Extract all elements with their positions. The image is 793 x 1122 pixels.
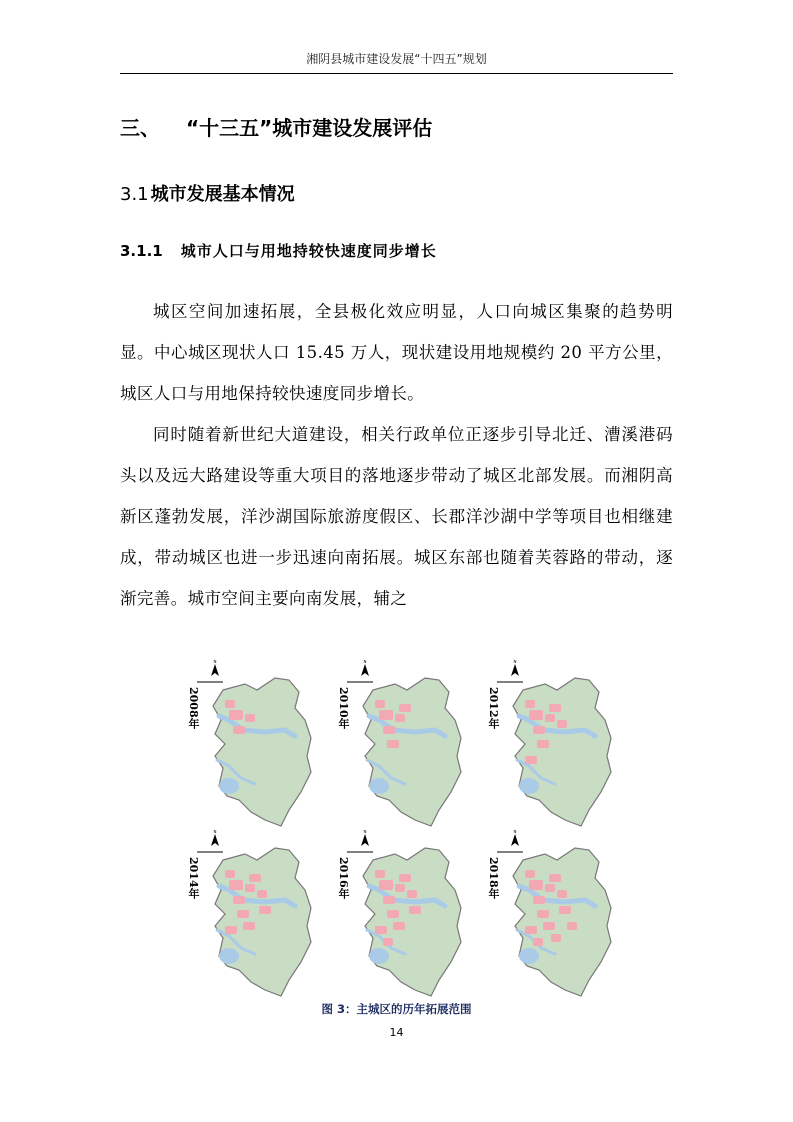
urban-area [529, 880, 543, 890]
urban-area [259, 906, 271, 914]
north-label: N [213, 660, 217, 664]
urban-area [559, 906, 571, 914]
urban-area [233, 726, 245, 734]
urban-extent-map [185, 660, 325, 830]
urban-area [525, 926, 537, 934]
north-label: N [213, 830, 217, 834]
lake [219, 778, 239, 794]
urban-area [387, 910, 399, 918]
urban-extent-map [485, 830, 625, 1000]
section-title: “十三五”城市建设发展评估 [186, 116, 433, 140]
map-panel [485, 830, 625, 1000]
urban-area [243, 922, 255, 930]
urban-extent-map [335, 660, 475, 830]
year-label: 2012年 [487, 687, 500, 729]
urban-area [545, 714, 555, 722]
urban-area [383, 938, 393, 946]
urban-area [533, 726, 545, 734]
map-panel [185, 830, 325, 1000]
subsection-title: 城市发展基本情况 [150, 184, 295, 205]
urban-extent-map [335, 830, 475, 1000]
lake [369, 948, 389, 964]
north-label: N [513, 830, 517, 834]
urban-area [549, 704, 561, 712]
section-heading [120, 112, 432, 141]
subsubsection-title: 城市人口与用地持较快速度同步增长 [180, 242, 437, 260]
lake [219, 948, 239, 964]
urban-area [557, 890, 567, 898]
subsubsection-number: 3.1.1 [120, 242, 163, 260]
lake [369, 778, 389, 794]
north-arrow-icon [511, 664, 519, 676]
lake [519, 948, 539, 964]
urban-area [387, 740, 399, 748]
subsection-number: 3.1 [120, 184, 149, 205]
urban-area [229, 880, 243, 890]
north-arrow-icon [211, 664, 219, 676]
map-figure [185, 660, 625, 1000]
urban-area [383, 896, 395, 904]
urban-area [545, 884, 555, 892]
urban-area [395, 884, 405, 892]
subsubsection-heading [120, 240, 437, 261]
north-arrow-icon [211, 834, 219, 846]
map-panel [335, 660, 475, 830]
north-label: N [363, 660, 367, 664]
urban-area [549, 874, 561, 882]
urban-area [409, 906, 421, 914]
urban-area [379, 710, 393, 720]
north-arrow-icon [361, 834, 369, 846]
urban-area [225, 700, 235, 708]
urban-area [525, 870, 535, 878]
urban-area [245, 714, 255, 722]
north-arrow-icon [361, 664, 369, 676]
urban-area [533, 896, 545, 904]
urban-area [399, 704, 411, 712]
urban-area [249, 874, 261, 882]
urban-area [225, 926, 237, 934]
urban-area [537, 740, 549, 748]
urban-area [543, 922, 555, 930]
urban-area [237, 910, 249, 918]
urban-area [233, 896, 245, 904]
page-number: 14 [389, 1026, 404, 1039]
lake [519, 778, 539, 794]
urban-area [525, 756, 537, 764]
urban-area [257, 890, 267, 898]
header-rule [120, 73, 673, 74]
urban-area [567, 922, 577, 930]
urban-area [245, 884, 255, 892]
urban-area [379, 880, 393, 890]
year-label: 2018年 [487, 857, 500, 899]
year-label: 2010年 [337, 687, 350, 729]
urban-area [399, 874, 411, 882]
north-label: N [363, 830, 367, 834]
urban-area [407, 890, 417, 898]
section-number: 三、 [120, 116, 160, 140]
urban-area [533, 938, 543, 946]
urban-area [529, 710, 543, 720]
urban-area [395, 714, 405, 722]
urban-area [551, 934, 561, 942]
urban-extent-map [185, 830, 325, 1000]
urban-area [383, 726, 395, 734]
north-arrow-icon [511, 834, 519, 846]
subsection-heading [120, 180, 295, 206]
urban-area [375, 700, 385, 708]
urban-area [525, 700, 535, 708]
year-label: 2008年 [187, 687, 200, 729]
urban-area [225, 870, 235, 878]
body-paragraph: 城区空间加速拓展，全县极化效应明显，人口向城区集聚的趋势明显。中心城区现状人口 15.45 万人，现状建设用地规模约 20 平方公里，城区人口与用地保持较快速度同步增长。 [120, 302, 673, 403]
urban-area [557, 720, 567, 728]
north-label: N [513, 660, 517, 664]
urban-area [537, 910, 549, 918]
figure-caption: 图 3：主城区的历年拓展范围 [321, 1002, 472, 1016]
urban-extent-map [485, 660, 625, 830]
urban-area [375, 926, 387, 934]
map-panel [335, 830, 475, 1000]
urban-area [229, 710, 243, 720]
urban-area [393, 922, 405, 930]
urban-area [375, 870, 385, 878]
map-panel [185, 660, 325, 830]
map-panel [485, 660, 625, 830]
body-paragraph: 同时随着新世纪大道建设，相关行政单位正逐步引导北迁、漕溪港码头以及远大路建设等重大项目的落地逐步带动了城区北部发展。而湘阴高新区蓬勃发展，洋沙湖国际旅游度假区、长郡洋沙湖中学等项目也相继建成，带动城区也进一步迅速向南拓展。城区东部也随着芙蓉路的带动，逐渐完善。城市空间主要向南发展，辅之 [120, 425, 673, 608]
year-label: 2016年 [337, 857, 350, 899]
running-header: 湘阴县城市建设发展“十四五”规划 [306, 52, 487, 66]
year-label: 2014年 [187, 857, 200, 899]
